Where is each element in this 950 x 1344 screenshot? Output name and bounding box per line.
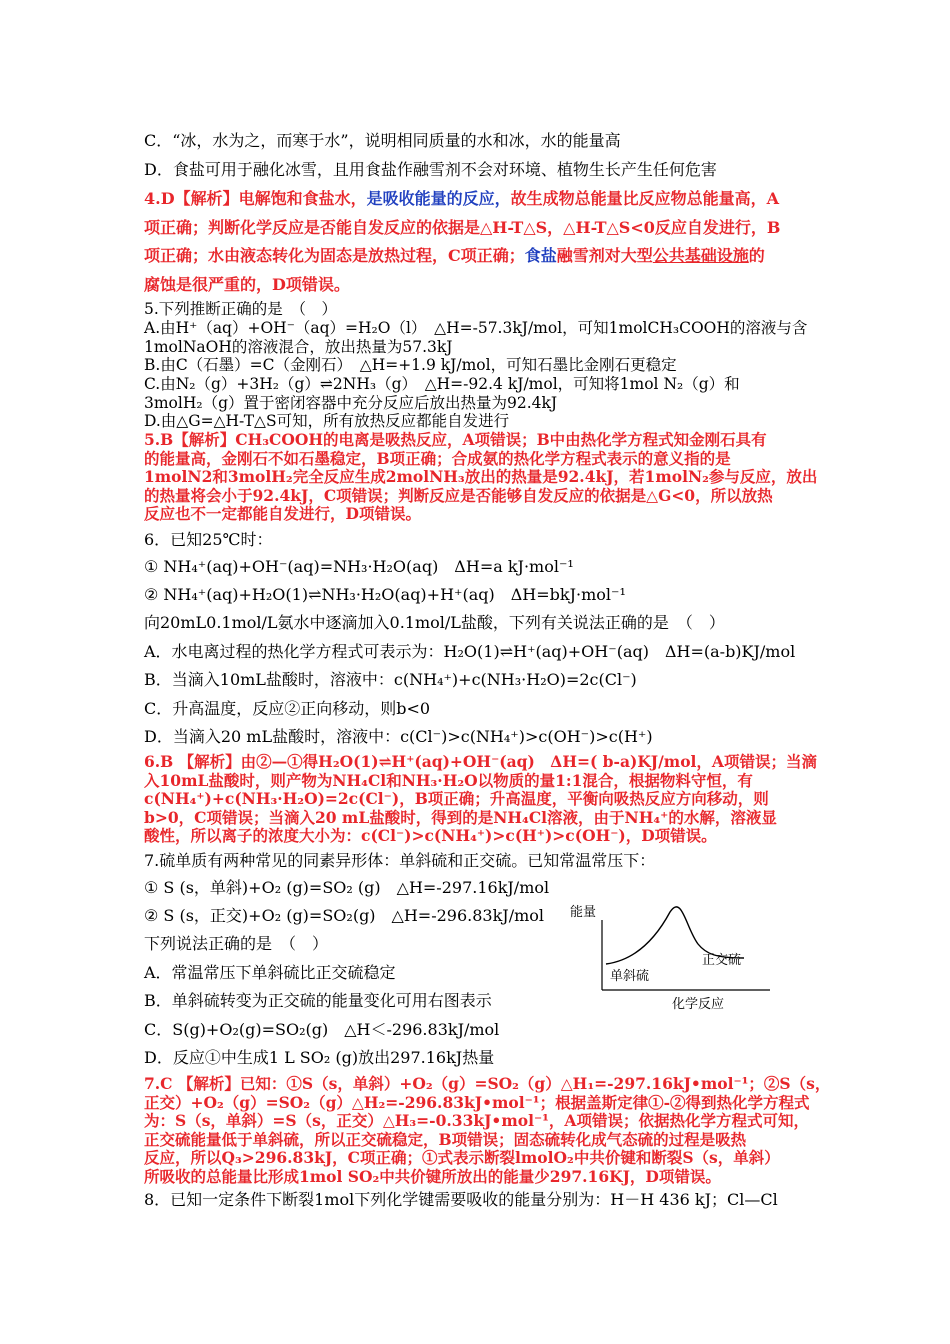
q5-analysis-line-4: 的热量将会小于92.4kJ，C项错误；判断反应是否能够自发反应的依据是△G<0，所以放热 (144, 486, 773, 505)
q5-analysis-line-5: 反应也不一定都能自发进行，D项错误。 (144, 504, 421, 523)
diagram-ylabel: 能量 (570, 905, 597, 920)
q6-option-a: A．水电离过程的热化学方程式可表示为：H₂O(1)⇌H⁺(aq)+OH⁻(aq) ΔH=(a-b)KJ/mol (144, 642, 796, 661)
q7-analysis-line-1: 7.C 【解析】已知：①S（s，单斜）+O₂（g）=SO₂（g）△H₁=-297.16kJ•mol⁻¹；②S（s， (144, 1074, 831, 1093)
q7-analysis-line-2: 正交）+O₂（g）=SO₂（g）△H₂=-296.83kJ•mol⁻¹；根据盖斯定律①-②得到热化学方程式 (144, 1093, 810, 1112)
q7-analysis-line-4: 正交硫能量低于单斜硫，所以正交硫稳定，B项错误；固态硫转化成气态硫的过程是吸热 (144, 1130, 747, 1149)
diagram-label-orthorhombic: 正交硫 (702, 953, 742, 968)
q6-analysis-line-5: 酸性，所以离子的浓度大小为：c(Cl⁻)>c(NH₄⁺)>c(H⁺)>c(OH⁻)，D项错误。 (144, 826, 717, 845)
q4-analysis-line-2: 项正确；判断化学反应是否能自发反应的依据是△H-T△S，△H-T△S<0反应自发进行，B (144, 218, 781, 237)
q6-question: 向20mL0.1mol/L氨水中逐滴加入0.1mol/L盐酸，下列有关说法正确的是 （ ） (144, 613, 725, 632)
q5-option-c-line-1: C.由N₂（g）+3H₂（g）⇌2NH₃（g） △H=-92.4 kJ/mol，可知将1mol N₂（g）和 (144, 375, 740, 393)
q5-analysis-line-1: 5.B【解析】CH₃COOH的电离是吸热反应，A项错误；B中由热化学方程式知金刚石具有 (144, 430, 767, 449)
q6-analysis-line-4: b>0，C项错误；当滴入20 mL盐酸时，得到的是NH₄Cl溶液，由于NH₄⁺的水解，溶液显 (144, 808, 777, 827)
q7-option-a: A．常温常压下单斜硫比正交硫稳定 (144, 963, 396, 982)
diagram-label-monoclinic: 单斜硫 (610, 969, 650, 984)
q4-option-c: C．“冰，水为之，而寒于水”，说明相同质量的水和冰，水的能量高 (144, 131, 621, 150)
q4-analysis-line-1: 4.D【解析】电解饱和食盐水，是吸收能量的反应，故生成物总能量比反应物总能量高，A (144, 189, 780, 208)
q7-question: 下列说法正确的是 （ ） (144, 934, 329, 953)
q7-analysis-line-3: 为：S（s，单斜）=S（s，正交）△H₃=-0.33kJ•mol⁻¹，A项错误；依据热化学方程式可知， (144, 1111, 809, 1130)
q4-option-d: D．食盐可用于融化冰雪，且用食盐作融雪剂不会对环境、植物生长产生任何危害 (144, 160, 717, 179)
q6-reaction-2: ② NH₄⁺(aq)+H₂O(1)⇌NH₃·H₂O(aq)+H⁺(aq) ΔH=bkJ·mol⁻¹ (144, 585, 626, 604)
q7-reaction-2: ② S (s，正交)+O₂ (g)=SO₂(g) △H=-296.83kJ/mol (144, 906, 545, 925)
q5-analysis-line-2: 的能量高，金刚石不如石墨稳定，B项正确；合成氨的热化学方程式表示的意义指的是 (144, 449, 731, 468)
q5-option-a-line-1: A.由H⁺（aq）+OH⁻（aq）=H₂O（l） △H=-57.3kJ/mol，可知1molCH₃COOH的溶液与含 (144, 319, 808, 337)
q6-analysis-line-1: 6.B 【解析】由②—①得H₂O(1)⇌H⁺(aq)+OH⁻(aq) ΔH=( b-a)KJ/mol，A项错误；当滴 (144, 752, 817, 771)
q7-option-b: B．单斜硫转变为正交硫的能量变化可用右图表示 (144, 991, 492, 1010)
q7-stem: 7.硫单质有两种常见的同素异形体：单斜硫和正交硫。已知常温常压下： (144, 851, 656, 870)
q6-analysis-line-2: 入10mL盐酸时，则产物为NH₄Cl和NH₃·H₂O以物质的量1:1混合，根据物料守恒，有 (144, 771, 753, 790)
q6-analysis-line-3: c(NH₄⁺)+c(NH₃·H₂O)=2c(Cl⁻)，B项正确；升高温度，平衡向吸热反应方向移动，则 (144, 789, 769, 808)
energy-diagram (566, 898, 776, 1018)
q7-reaction-1: ① S (s，单斜)+O₂ (g)=SO₂ (g) △H=-297.16kJ/mol (144, 878, 550, 897)
q7-analysis-line-5: 反应，所以Q₃>296.83kJ，C项正确；①式表示断裂lmolO₂中共价键和断裂S（s，单斜） (144, 1148, 780, 1167)
q5-option-d: D.由△G=△H-T△S可知，所有放热反应都能自发进行 (144, 412, 510, 430)
q6-option-b: B．当滴入10mL盐酸时，溶液中：c(NH₄⁺)+c(NH₃·H₂O)=2c(Cl⁻) (144, 670, 637, 689)
q6-option-d: D．当滴入20 mL盐酸时，溶液中：c(Cl⁻)>c(NH₄⁺)>c(OH⁻)>c(H⁺) (144, 727, 653, 746)
q6-reaction-1: ① NH₄⁺(aq)+OH⁻(aq)=NH₃·H₂O(aq) ΔH=a kJ·mol⁻¹ (144, 557, 574, 576)
q6-option-c: C．升高温度，反应②正向移动，则b<0 (144, 699, 431, 718)
q5-option-c-line-2: 3molH₂（g）置于密闭容器中充分反应后放出热量为92.4kJ (144, 394, 558, 412)
q5-stem: 5.下列推断正确的是 （ ） (144, 300, 338, 318)
q5-analysis-line-3: 1molN2和3molH₂完全反应生成2molNH₃放出的热量是92.4kJ，若1molN₂参与反应，放出 (144, 467, 818, 486)
q7-option-c: C．S(g)+O₂(g)=SO₂(g) △H＜-296.83kJ/mol (144, 1020, 500, 1039)
q5-option-a-line-2: 1molNaOH的溶液混合，放出热量为57.3kJ (144, 338, 453, 356)
q7-option-d: D．反应①中生成1 L SO₂ (g)放出297.16kJ热量 (144, 1048, 495, 1067)
q6-stem: 6．已知25℃时： (144, 530, 273, 549)
q4-analysis-line-4: 腐蚀是很严重的，D项错误。 (144, 275, 350, 294)
q7-analysis-line-6: 所吸收的总能量比形成1mol SO₂中共价键所放出的能量少297.16KJ，D项错误。 (144, 1167, 721, 1186)
q4-analysis-line-3: 项正确；水由液态转化为固态是放热过程，C项正确；食盐融雪剂对大型公共基础设施的 (144, 246, 765, 265)
diagram-xlabel: 化学反应 (672, 997, 725, 1012)
q8-stem: 8．已知一定条件下断裂1mol下列化学键需要吸收的能量分别为：H－H 436 kJ；Cl—Cl (144, 1190, 778, 1209)
q5-option-b: B.由C（石墨）=C（金刚石） △H=+1.9 kJ/mol，可知石墨比金刚石更稳定 (144, 356, 677, 374)
